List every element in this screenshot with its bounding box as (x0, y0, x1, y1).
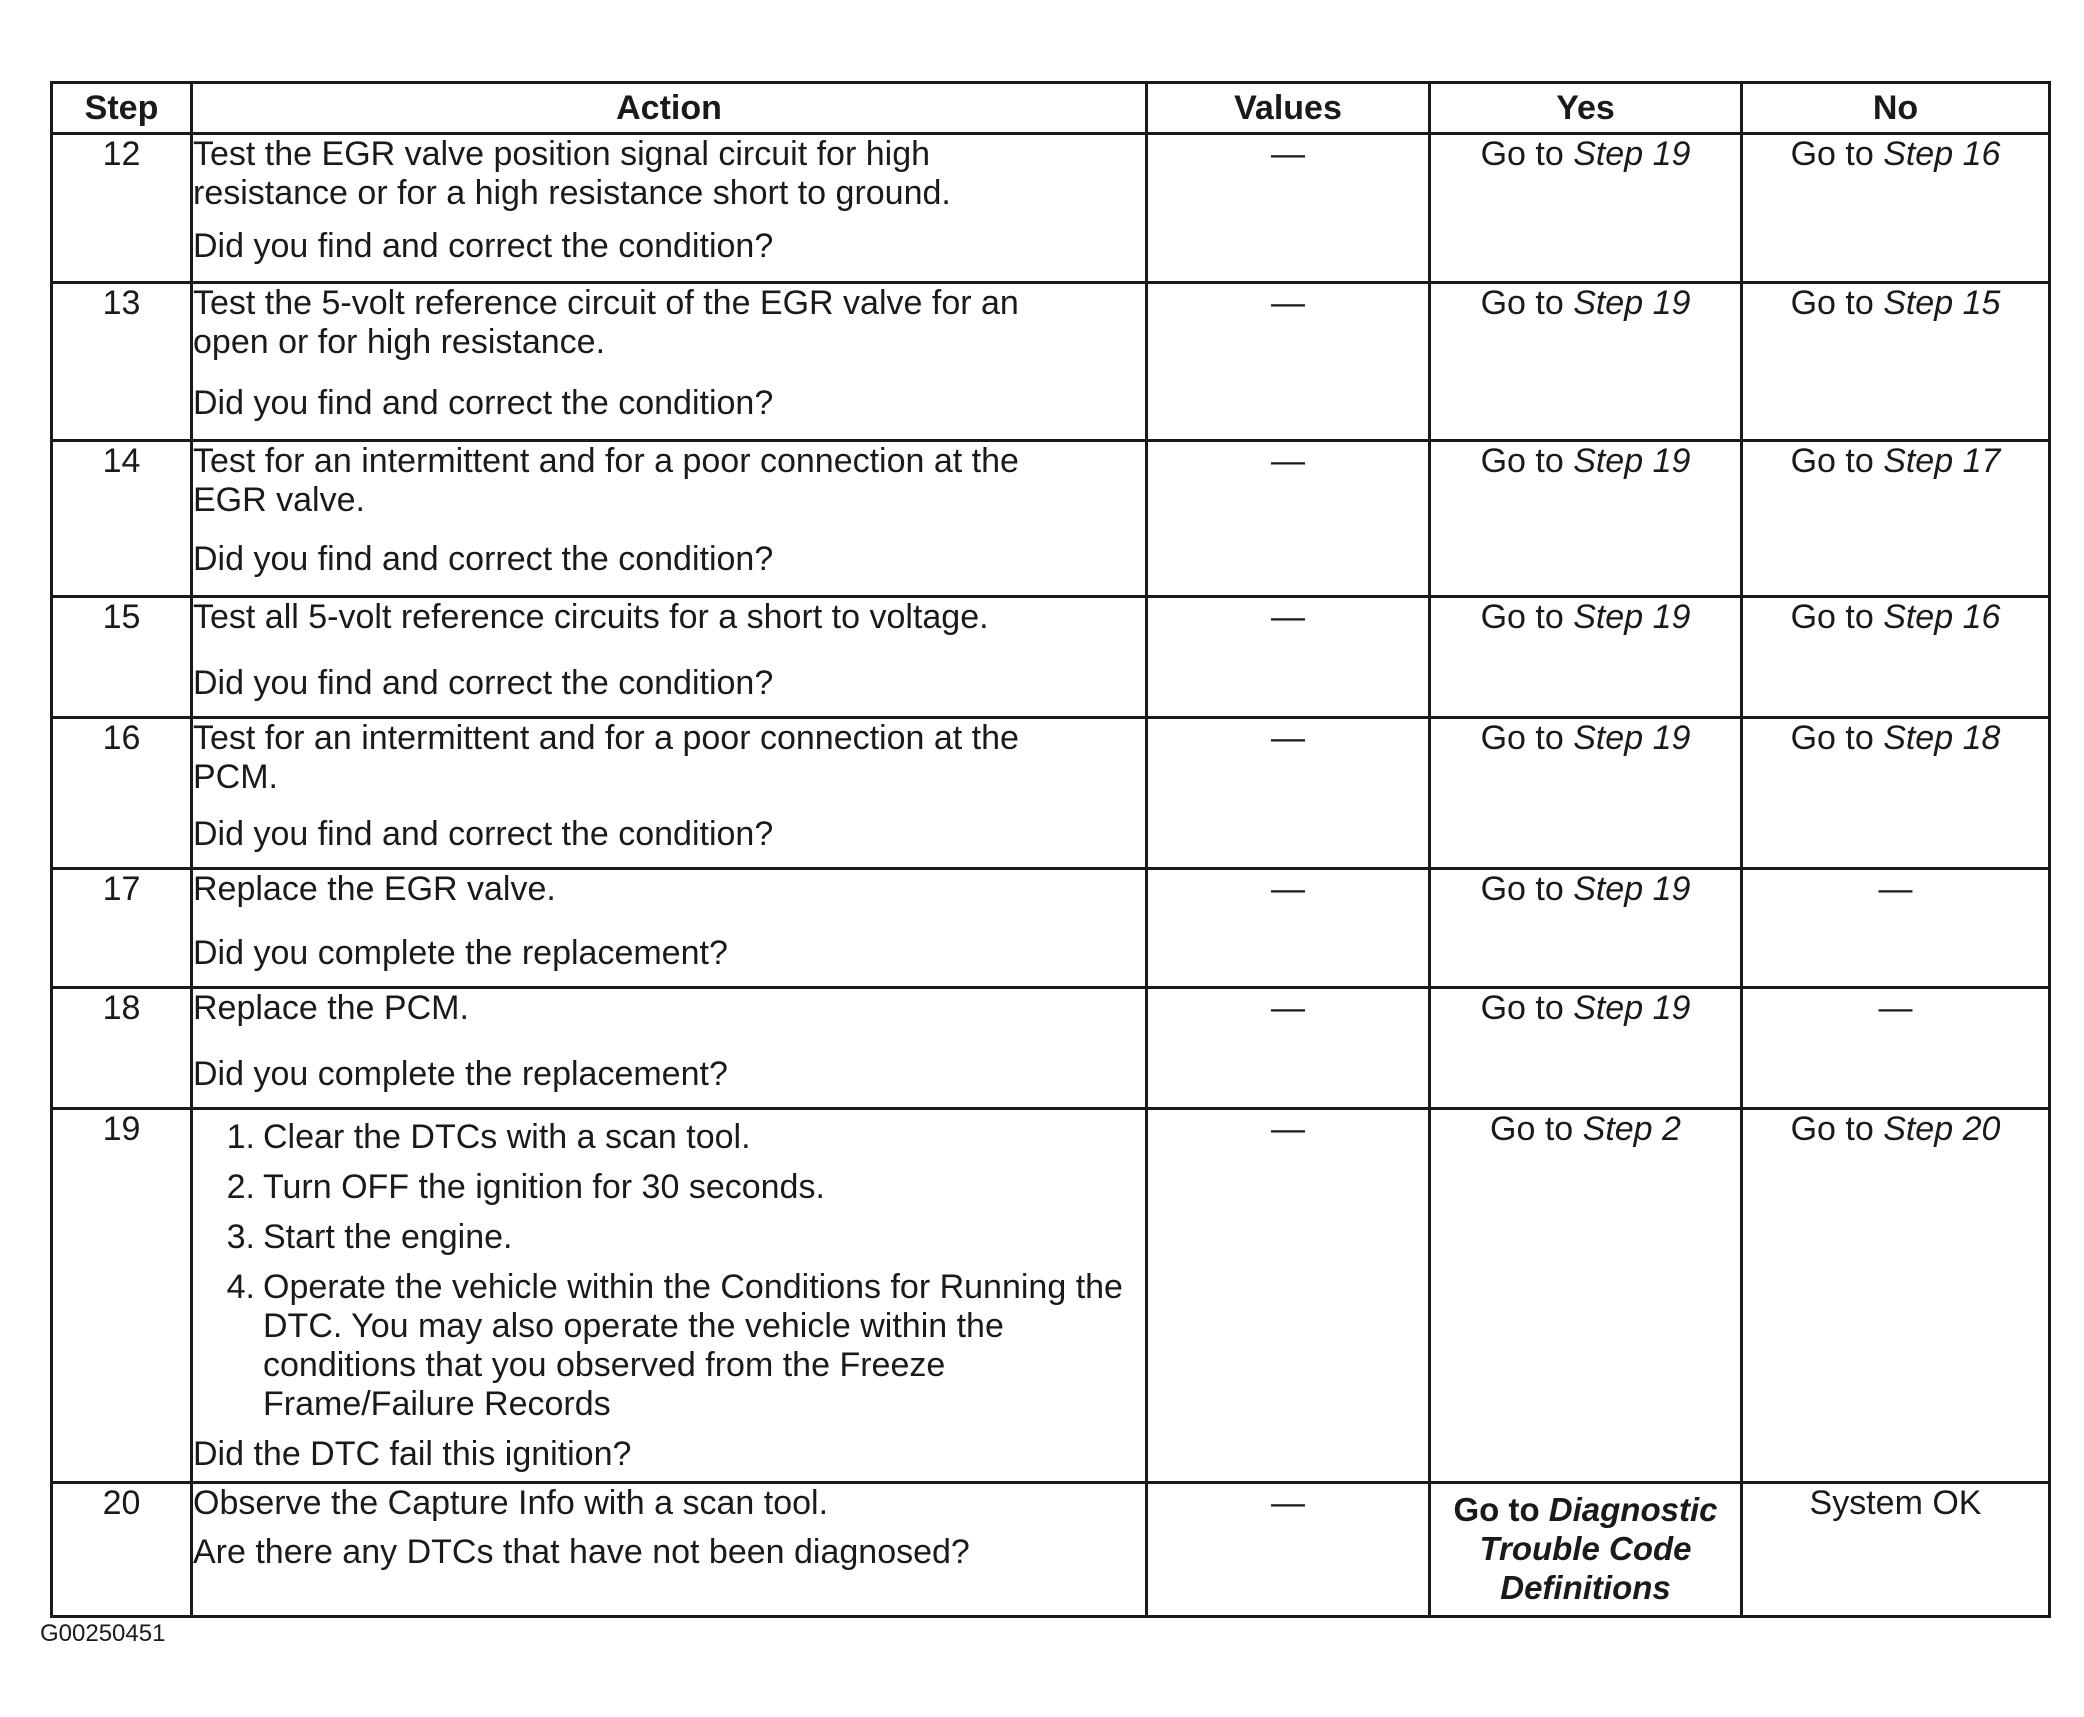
goto-prefix: Go to (1790, 1110, 1884, 1148)
no-cell: System OK (1742, 1483, 2050, 1617)
goto-prefix: Go to (1790, 442, 1884, 480)
list-item-number: 3. (226, 1218, 255, 1256)
header-action: Action (192, 83, 1147, 134)
action-text: Test the 5-volt reference circuit of the EGR valve for an (193, 284, 1019, 322)
action-cell (192, 1483, 1147, 1617)
list-item (226, 1118, 1145, 1157)
list-item (226, 1268, 1145, 1424)
step-number: 18 (52, 988, 192, 1109)
table-row (52, 988, 2050, 1109)
list-item-text: Clear the DTCs with a scan tool. (263, 1118, 751, 1156)
header-yes: Yes (1430, 83, 1742, 134)
step-number: 12 (52, 134, 192, 283)
goto-prefix: Go to (1790, 284, 1884, 322)
goto-step-link[interactable]: Step 19 (1573, 870, 1691, 908)
list-item-number: 1. (226, 1118, 255, 1156)
yes-cell (1430, 441, 1742, 597)
step-number: 17 (52, 869, 192, 988)
question-text: Are there any DTCs that have not been diagnosed? (193, 1533, 970, 1571)
action-text: resistance or for a high resistance short to ground. (193, 174, 951, 212)
procedure-list (193, 1118, 1145, 1424)
values-cell: — (1147, 988, 1430, 1109)
goto-prefix: Go to (1480, 989, 1574, 1027)
question-text: Did you find and correct the condition? (193, 384, 774, 422)
no-cell (1742, 597, 2050, 718)
goto-prefix: Go to (1480, 870, 1574, 908)
goto-step-link[interactable]: Step 19 (1573, 719, 1691, 757)
values-cell: — (1147, 597, 1430, 718)
table-row (52, 283, 2050, 441)
list-item (226, 1218, 1145, 1257)
step-number: 20 (52, 1483, 192, 1617)
values-cell: — (1147, 1483, 1430, 1617)
goto-step-link[interactable]: Step 18 (1883, 719, 2001, 757)
yes-cell (1430, 1483, 1742, 1617)
table-row (52, 134, 2050, 283)
action-text: Test for an intermittent and for a poor connection at the (193, 442, 1019, 480)
list-item (226, 1168, 1145, 1207)
values-cell: — (1147, 283, 1430, 441)
goto-step-link[interactable]: Step 17 (1883, 442, 2001, 480)
yes-cell (1430, 1109, 1742, 1483)
header-step: Step (52, 83, 192, 134)
goto-prefix: Go to (1480, 598, 1574, 636)
action-text: PCM. (193, 758, 278, 796)
action-text: Test for an intermittent and for a poor connection at the (193, 719, 1019, 757)
list-item-text: Turn OFF the ignition for 30 seconds. (263, 1168, 825, 1206)
table-row (52, 869, 2050, 988)
header-row (52, 83, 2050, 134)
dtc-definitions-link[interactable]: Diagnostic (1548, 1491, 1718, 1528)
step-number: 19 (52, 1109, 192, 1483)
question-text: Did you find and correct the condition? (193, 815, 774, 853)
goto-prefix: Go to (1480, 284, 1574, 322)
goto-step-link[interactable]: Step 15 (1883, 284, 2001, 322)
action-cell (192, 1109, 1147, 1483)
goto-step-link[interactable]: Step 20 (1883, 1110, 2001, 1148)
dtc-definitions-link[interactable]: Trouble Code (1479, 1530, 1692, 1567)
header-values: Values (1147, 83, 1430, 134)
no-cell: — (1742, 869, 2050, 988)
table-row (52, 1109, 2050, 1483)
goto-prefix: Go to (1790, 719, 1884, 757)
values-cell: — (1147, 1109, 1430, 1483)
no-cell (1742, 283, 2050, 441)
question-text: Did the DTC fail this ignition? (193, 1435, 632, 1473)
action-text: open or for high resistance. (193, 323, 606, 361)
yes-cell (1430, 283, 1742, 441)
question-text: Did you find and correct the condition? (193, 540, 774, 578)
action-text: Observe the Capture Info with a scan tool. (193, 1484, 829, 1522)
action-text: EGR valve. (193, 481, 365, 519)
goto-prefix: Go to (1453, 1491, 1549, 1528)
goto-prefix: Go to (1790, 598, 1884, 636)
no-cell: — (1742, 988, 2050, 1109)
list-item-text: Start the engine. (263, 1218, 513, 1256)
action-cell (192, 597, 1147, 718)
yes-cell (1430, 597, 1742, 718)
goto-prefix: Go to (1480, 135, 1574, 173)
yes-cell (1430, 718, 1742, 869)
values-cell: — (1147, 869, 1430, 988)
yes-cell (1430, 988, 1742, 1109)
yes-cell (1430, 134, 1742, 283)
goto-step-link[interactable]: Step 16 (1883, 598, 2001, 636)
action-text: Test all 5-volt reference circuits for a short to voltage. (193, 598, 989, 636)
dtc-definitions-link[interactable]: Definitions (1500, 1569, 1671, 1606)
figure-id: G00250451 (40, 1620, 166, 1647)
list-item-number: 4. (226, 1268, 255, 1306)
goto-step-link[interactable]: Step 19 (1573, 598, 1691, 636)
values-cell: — (1147, 134, 1430, 283)
action-cell (192, 988, 1147, 1109)
question-text: Did you complete the replacement? (193, 1055, 728, 1093)
action-text: Replace the EGR valve. (193, 870, 556, 908)
question-text: Did you find and correct the condition? (193, 664, 774, 702)
goto-prefix: Go to (1790, 135, 1884, 173)
goto-step-link[interactable]: Step 19 (1573, 135, 1691, 173)
action-cell (192, 134, 1147, 283)
goto-step-link[interactable]: Step 19 (1573, 442, 1691, 480)
step-number: 16 (52, 718, 192, 869)
question-text: Did you complete the replacement? (193, 934, 728, 972)
action-text: Replace the PCM. (193, 989, 469, 1027)
no-cell (1742, 1109, 2050, 1483)
values-cell: — (1147, 441, 1430, 597)
step-number: 13 (52, 283, 192, 441)
action-cell (192, 869, 1147, 988)
action-text: Test the EGR valve position signal circuit for high (193, 135, 931, 173)
table-row (52, 718, 2050, 869)
list-item-text: Operate the vehicle within the Conditions for Running the DTC. You may also operate the vehicle within the conditions that you observed from the Freeze Frame/Failure Records (263, 1268, 1123, 1423)
step-number: 15 (52, 597, 192, 718)
step-number: 14 (52, 441, 192, 597)
goto-step-link[interactable]: Step 19 (1573, 284, 1691, 322)
diagnostic-table (50, 81, 2051, 1618)
action-cell (192, 718, 1147, 869)
question-text: Did you find and correct the condition? (193, 227, 774, 265)
header-no: No (1742, 83, 2050, 134)
goto-prefix: Go to (1490, 1110, 1583, 1148)
action-cell (192, 283, 1147, 441)
list-item-number: 2. (226, 1168, 255, 1206)
goto-prefix: Go to (1480, 442, 1574, 480)
no-cell (1742, 441, 2050, 597)
goto-step-link[interactable]: Step 16 (1883, 135, 2001, 173)
no-cell (1742, 134, 2050, 283)
table-row (52, 597, 2050, 718)
values-cell: — (1147, 718, 1430, 869)
yes-cell (1430, 869, 1742, 988)
action-cell (192, 441, 1147, 597)
table-row (52, 441, 2050, 597)
goto-step-link[interactable]: Step 2 (1582, 1110, 1681, 1148)
goto-step-link[interactable]: Step 19 (1573, 989, 1691, 1027)
no-cell (1742, 718, 2050, 869)
goto-prefix: Go to (1480, 719, 1574, 757)
table-row (52, 1483, 2050, 1617)
